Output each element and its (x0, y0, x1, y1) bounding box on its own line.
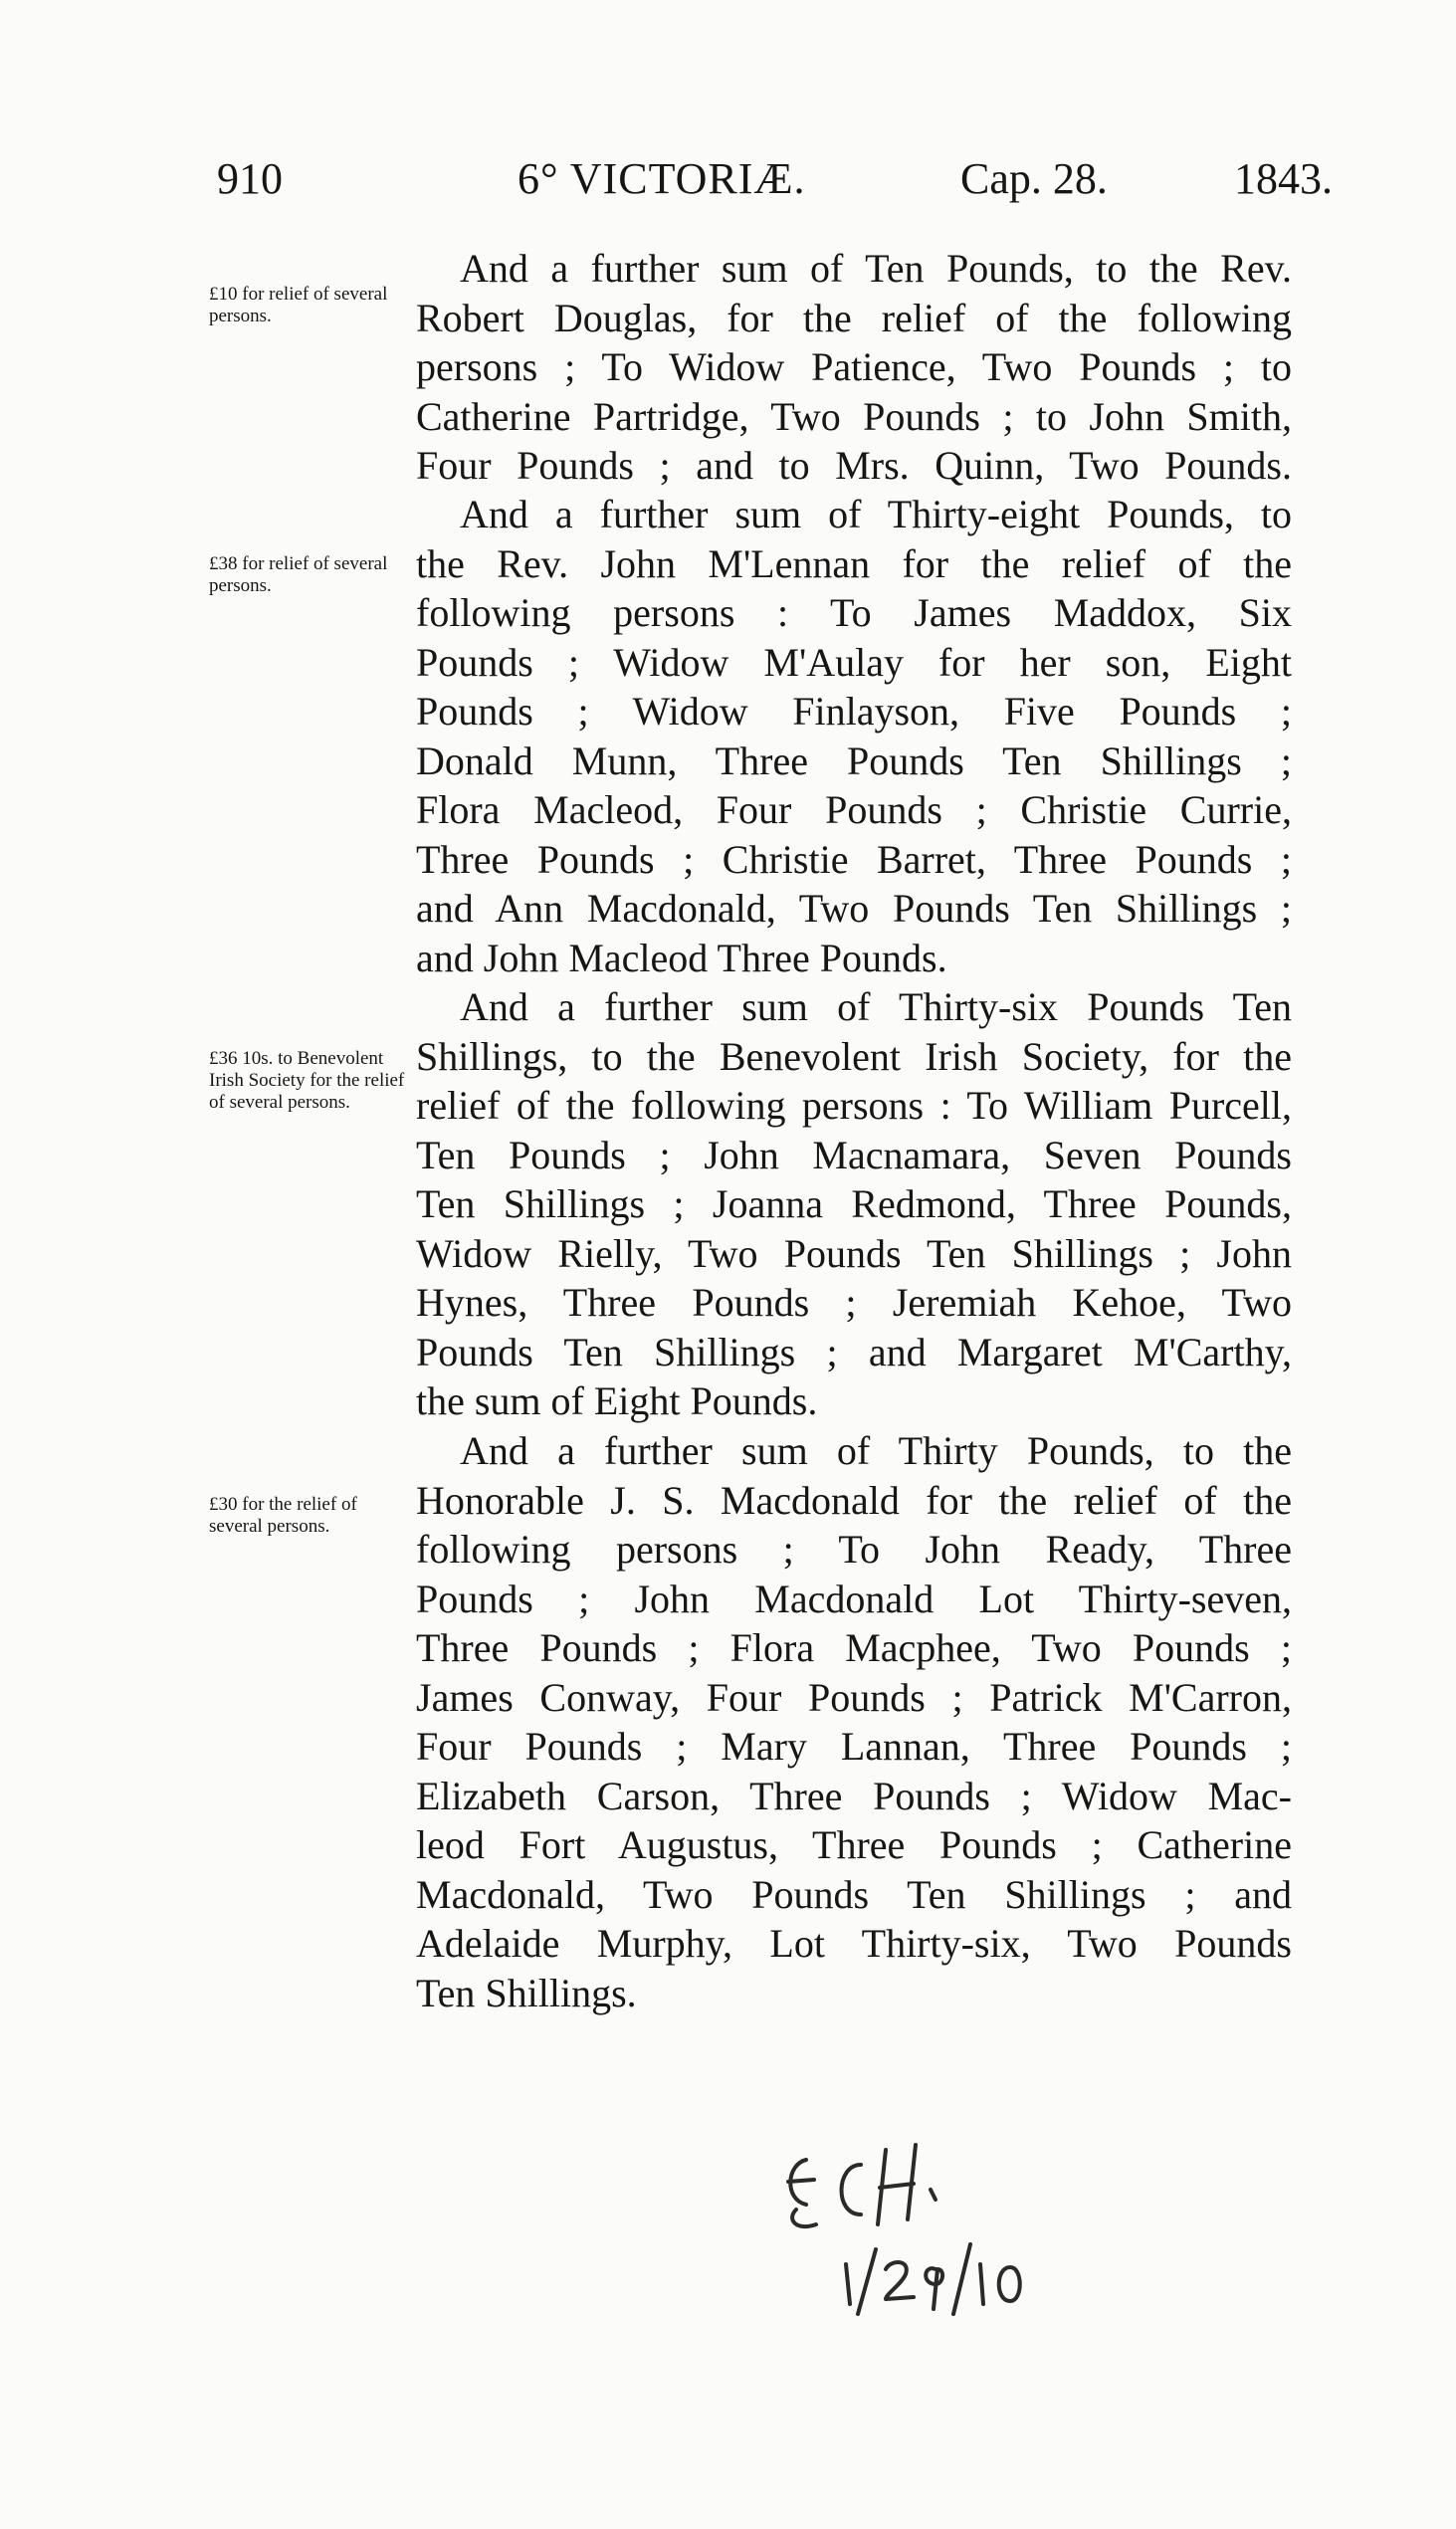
text-line: Four Pounds ; Mary Lannan, Three Pounds ; (416, 1724, 1292, 1769)
text-line: and John Macleod Three Pounds. (416, 935, 947, 980)
text-line: Macdonald, Two Pounds Ten Shillings ; and (416, 1871, 1292, 1917)
text-line: Adelaide Murphy, Lot Thirty-six, Two Pounds (416, 1921, 1292, 1966)
chapter-number: Cap. 28. (960, 154, 1108, 203)
page-header (0, 149, 1456, 209)
text-line: the sum of Eight Pounds. (416, 1378, 818, 1423)
text-line: Pounds ; Widow Finlayson, Five Pounds ; (416, 689, 1292, 734)
text-line: Widow Rielly, Two Pounds Ten Shillings ; John (416, 1230, 1292, 1276)
text-line: And a further sum of Thirty-eight Pounds, to (460, 492, 1292, 536)
text-line: Catherine Partridge, Two Pounds ; to John Smith, (416, 393, 1292, 439)
text-line: and Ann Macdonald, Two Pounds Ten Shillings ; (416, 886, 1292, 931)
marginal-note: £30 for the relief of several persons. (209, 1494, 357, 1537)
text-line: And a further sum of Ten Pounds, to the Rev. (460, 246, 1292, 291)
marginal-note: £38 for relief of several persons. (209, 553, 388, 596)
text-line: Robert Douglas, for the relief of the following (416, 295, 1292, 340)
text-line: Pounds ; John Macdonald Lot Thirty-seven, (416, 1576, 1292, 1621)
section-text (416, 982, 1292, 1426)
text-line: Honorable J. S. Macdonald for the relief of the (416, 1477, 1292, 1523)
section-text (416, 490, 1292, 982)
text-line: Donald Munn, Three Pounds Ten Shillings ; (416, 738, 1292, 783)
text-line: following persons : To James Maddox, Six (416, 590, 1292, 635)
section-text (416, 244, 1292, 491)
text-line: relief of the following persons : To William Purcell, (416, 1083, 1292, 1128)
text-line: Pounds Ten Shillings ; and Margaret M'Carthy, (416, 1329, 1292, 1374)
text-line: Pounds ; Widow M'Aulay for her son, Eight (416, 639, 1292, 685)
text-line: And a further sum of Thirty Pounds, to the (460, 1428, 1292, 1473)
text-line: Shillings, to the Benevolent Irish Society, for the (416, 1033, 1292, 1079)
text-line: Hynes, Three Pounds ; Jeremiah Kehoe, Two (416, 1280, 1292, 1325)
section-text (416, 1426, 1292, 2017)
text-line: leod Fort Augustus, Three Pounds ; Catherine (416, 1822, 1292, 1867)
text-line: Flora Macleod, Four Pounds ; Christie Currie, (416, 787, 1292, 832)
year: 1843. (1234, 154, 1333, 203)
text-line: Four Pounds ; and to Mrs. Quinn, Two Pounds. (416, 443, 1292, 488)
text-line: James Conway, Four Pounds ; Patrick M'Carron, (416, 1674, 1292, 1720)
text-line: Ten Shillings. (416, 1970, 637, 2015)
text-line: Elizabeth Carson, Three Pounds ; Widow Mac- (416, 1773, 1292, 1818)
text-line: And a further sum of Thirty-six Pounds Ten (460, 984, 1292, 1029)
running-title: 6° VICTORIÆ. (518, 154, 806, 203)
text-line: persons ; To Widow Patience, Two Pounds ; to (416, 344, 1292, 389)
text-line: the Rev. John M'Lennan for the relief of the (416, 540, 1292, 586)
text-line: following persons ; To John Ready, Three (416, 1527, 1292, 1572)
page-number: 910 (217, 154, 283, 203)
handwritten-note (766, 2120, 1065, 2339)
text-line: Three Pounds ; Christie Barret, Three Pounds ; (416, 836, 1292, 882)
text-line: Ten Shillings ; Joanna Redmond, Three Pounds, (416, 1181, 1292, 1226)
text-line: Three Pounds ; Flora Macphee, Two Pounds ; (416, 1625, 1292, 1670)
marginal-note: £10 for relief of several persons. (209, 284, 388, 326)
marginal-note: £36 10s. to Benevolent Irish Society for the relief of several persons. (209, 1048, 405, 1113)
text-line: Ten Pounds ; John Macnamara, Seven Pounds (416, 1132, 1292, 1177)
